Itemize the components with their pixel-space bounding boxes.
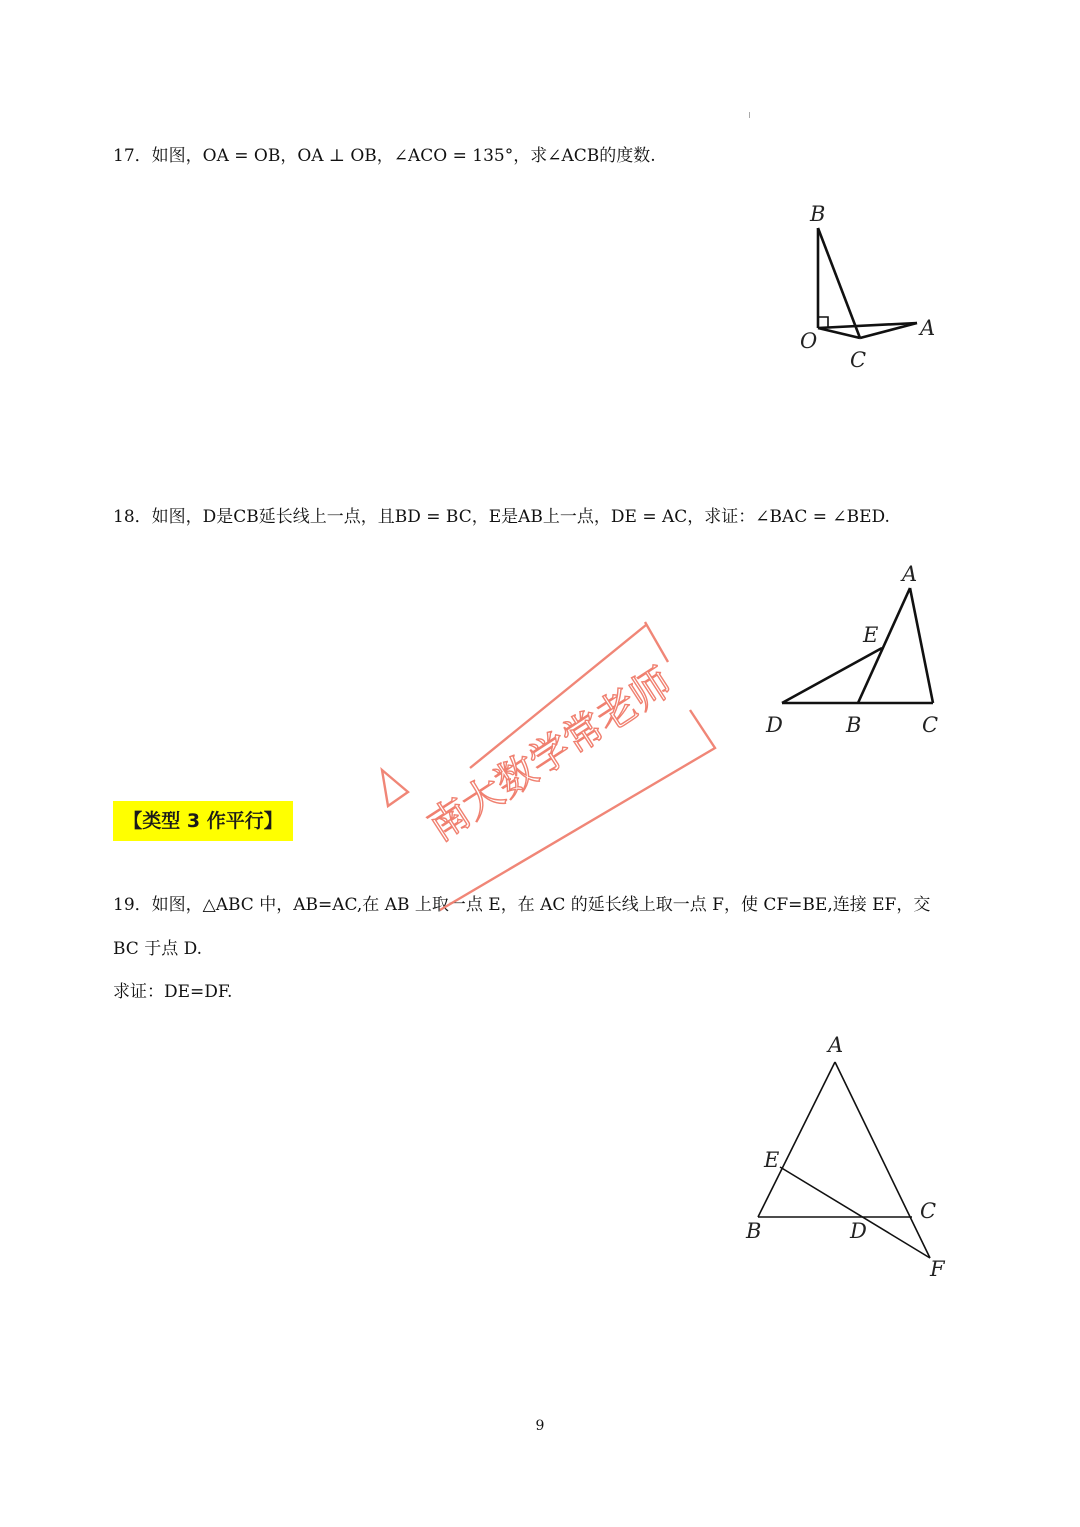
figure-19 xyxy=(740,1030,960,1280)
label-d: D xyxy=(850,1219,867,1243)
figure-18 xyxy=(760,555,960,745)
label-c: C xyxy=(920,1199,937,1223)
label-a: A xyxy=(828,1033,844,1057)
watermark-frame-bottom xyxy=(440,710,715,910)
figure-17 xyxy=(790,195,960,385)
label-d: D xyxy=(766,713,783,737)
section-tag: 【类型 3 作平行】 xyxy=(113,801,293,841)
segment-de xyxy=(782,648,882,703)
label-b: B xyxy=(846,713,862,737)
label-b: B xyxy=(810,202,826,226)
problem-19-text-line1: 19．如图，△ABC 中，AB=AC,在 AB 上取一点 E，在 AC 的延长线上取一点 F，使 CF=BE,连接 EF，交 xyxy=(113,895,931,915)
problem-18-text: 18．如图，D是CB延长线上一点，且BD = BC，E是AB上一点，DE = AC，求证：∠BAC = ∠BED. xyxy=(113,507,890,527)
watermark-frame-top xyxy=(645,622,668,662)
segment-bc xyxy=(818,228,860,338)
label-f: F xyxy=(930,1257,945,1281)
watermark-logo-icon xyxy=(382,770,408,806)
segment-ac xyxy=(910,588,933,703)
label-e: E xyxy=(764,1148,780,1172)
label-a: A xyxy=(902,562,918,586)
label-b: B xyxy=(746,1219,762,1243)
problem-19-text-line2: BC 于点 D. xyxy=(113,939,203,959)
watermark-line xyxy=(470,625,646,768)
problem-17-text: 17．如图，OA = OB，OA ⊥ OB，∠ACO = 135°，求∠ACB的度数. xyxy=(113,146,656,166)
label-c: C xyxy=(922,713,939,737)
label-a: A xyxy=(920,316,936,340)
scan-mark xyxy=(749,112,750,118)
page-number: 9 xyxy=(535,1418,545,1434)
watermark-text: 南大数学常老师 xyxy=(420,659,681,851)
label-c: C xyxy=(850,348,867,372)
label-e: E xyxy=(863,623,879,647)
problem-19-text-line3: 求证：DE=DF. xyxy=(113,982,233,1002)
right-angle-mark xyxy=(818,317,828,327)
label-o: O xyxy=(800,329,818,353)
segment-oc xyxy=(818,328,860,338)
